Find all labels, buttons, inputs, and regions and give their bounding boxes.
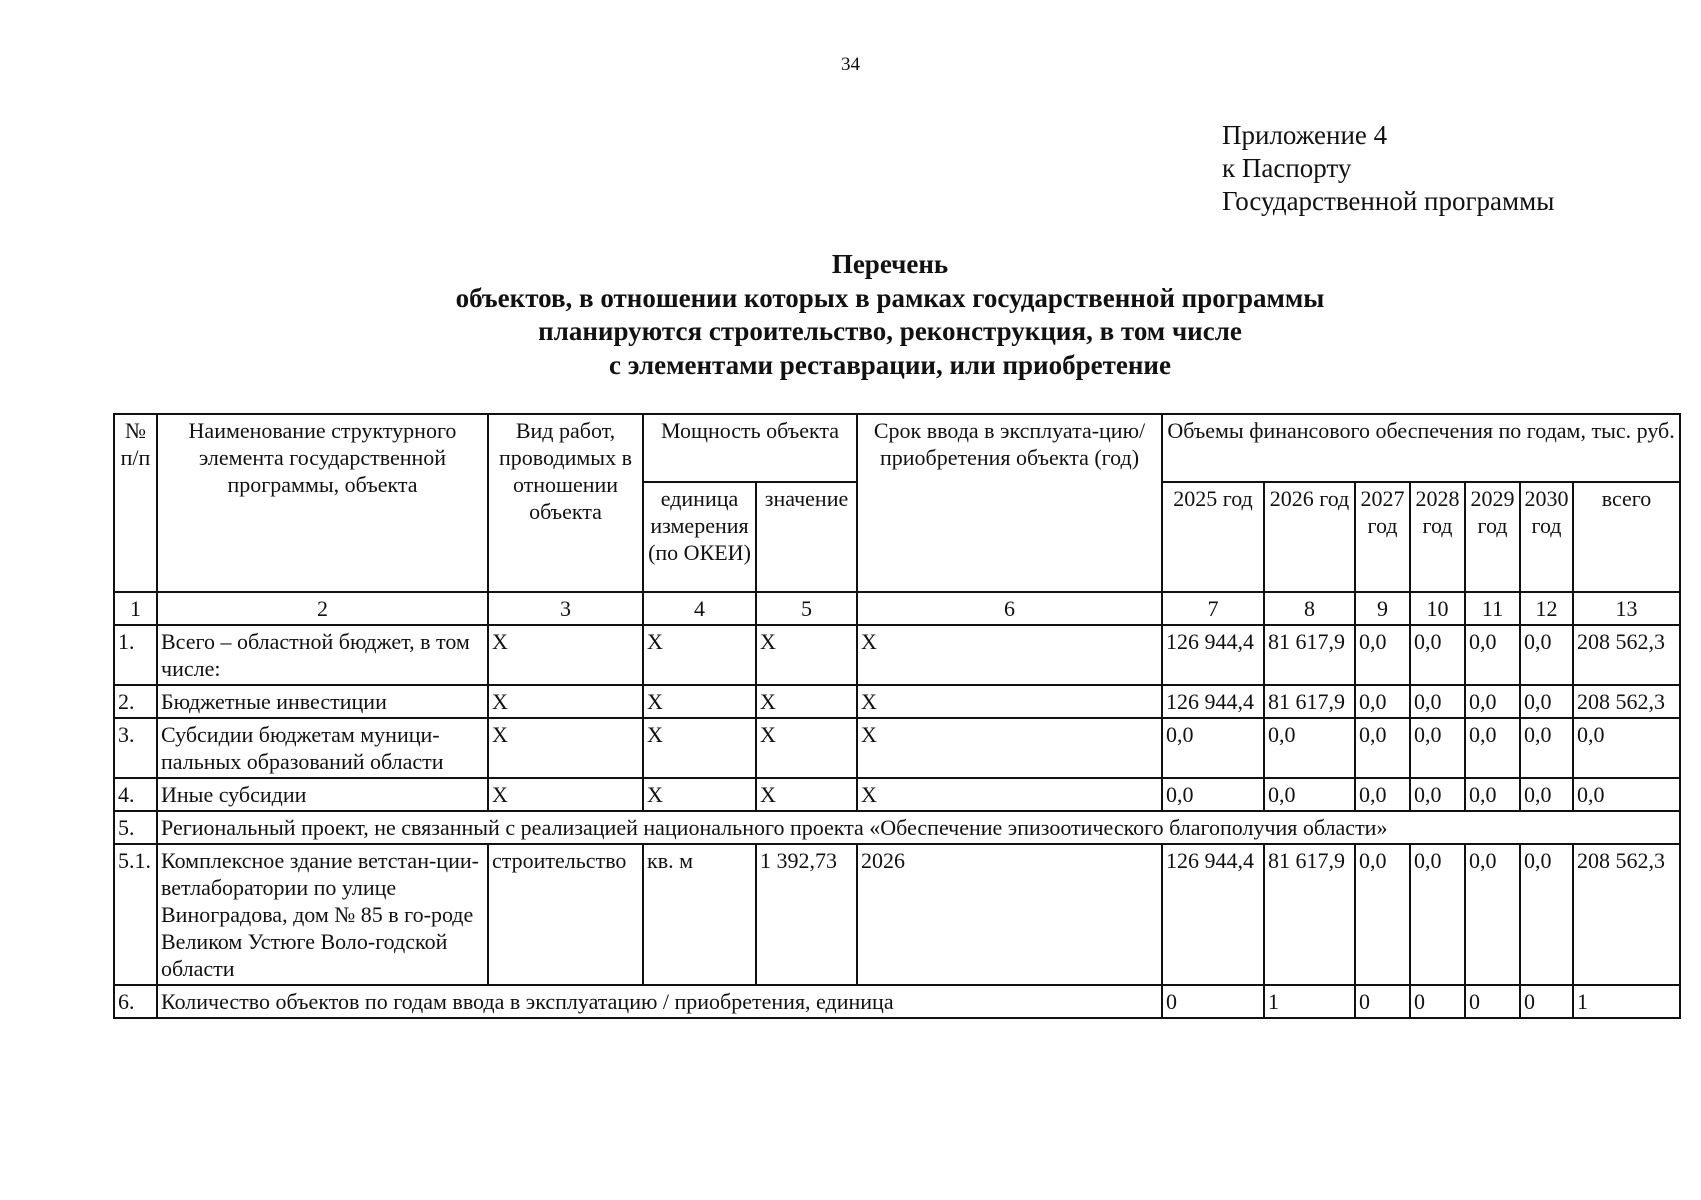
column-number: 4	[643, 592, 756, 625]
row-value: X	[756, 625, 857, 685]
header-finance: Объемы финансового обеспечения по годам, тыс. руб.	[1162, 414, 1680, 482]
column-number: 7	[1162, 592, 1264, 625]
row-work-type: X	[488, 718, 643, 778]
row-2030: 0	[1520, 985, 1573, 1018]
row-2029: 0,0	[1465, 778, 1520, 811]
row-term: 2026	[857, 844, 1162, 985]
row-2028: 0	[1410, 985, 1465, 1018]
header-2029: 2029 год	[1465, 482, 1520, 592]
table-row	[114, 685, 1680, 718]
row-total: 1	[1573, 985, 1680, 1018]
row-num: 3.	[114, 718, 157, 778]
row-2027: 0,0	[1355, 718, 1410, 778]
column-number: 12	[1520, 592, 1573, 625]
row-2028: 0,0	[1410, 685, 1465, 718]
row-num: 1.	[114, 625, 157, 685]
column-number-row	[114, 592, 1680, 625]
row-total: 208 562,3	[1573, 625, 1680, 685]
row-2029: 0,0	[1465, 685, 1520, 718]
row-value: X	[756, 685, 857, 718]
row-2027: 0,0	[1355, 778, 1410, 811]
table-row	[114, 778, 1680, 811]
header-total: всего	[1573, 482, 1680, 592]
row-unit: X	[643, 718, 756, 778]
header-2026: 2026 год	[1264, 482, 1355, 592]
appendix-line-1: Приложение 4	[1222, 120, 1388, 150]
row-2026: 1	[1264, 985, 1355, 1018]
row-2026: 81 617,9	[1264, 685, 1355, 718]
object-name: Комплексное здание ветстан-ции-ветлаборатории по улице Виноградова, дом № 85 в го-роде Великом Устюге Воло-годской области	[157, 844, 488, 985]
title-line-4: с элементами реставрации, или приобретение	[609, 349, 1171, 380]
column-number: 13	[1573, 592, 1680, 625]
row-2025: 126 944,4	[1162, 685, 1264, 718]
row-total: 0,0	[1573, 778, 1680, 811]
row-2027: 0	[1355, 985, 1410, 1018]
row-2028: 0,0	[1410, 625, 1465, 685]
row-2030: 0,0	[1520, 844, 1573, 985]
header-capacity: Мощность объекта	[643, 414, 857, 482]
row-2030: 0,0	[1520, 718, 1573, 778]
row-2025: 126 944,4	[1162, 844, 1264, 985]
project-name: Региональный проект, не связанный с реализацией национального проекта «Обеспечение эпизоотического благополучия области»	[157, 811, 1680, 844]
row-2026: 0,0	[1264, 718, 1355, 778]
appendix-note	[1222, 119, 1554, 218]
row-total: 208 562,3	[1573, 844, 1680, 985]
row-2028: 0,0	[1410, 844, 1465, 985]
column-number: 6	[857, 592, 1162, 625]
header-term: Срок ввода в эксплуата-цию/приобретения объекта (год)	[857, 414, 1162, 592]
row-num: 2.	[114, 685, 157, 718]
table-row	[114, 718, 1680, 778]
row-num: 5.	[114, 811, 157, 844]
row-2028: 0,0	[1410, 778, 1465, 811]
row-2030: 0,0	[1520, 685, 1573, 718]
row-2025: 0,0	[1162, 718, 1264, 778]
column-number: 11	[1465, 592, 1520, 625]
row-2025: 126 944,4	[1162, 625, 1264, 685]
document-title	[0, 248, 1701, 382]
column-number: 2	[157, 592, 488, 625]
objects-table	[113, 413, 1681, 1019]
header-2027: 2027 год	[1355, 482, 1410, 592]
row-2029: 0,0	[1465, 718, 1520, 778]
row-2029: 0,0	[1465, 844, 1520, 985]
row-name: Всего – областной бюджет, в том числе:	[157, 625, 488, 685]
header-2025: 2025 год	[1162, 482, 1264, 592]
row-total: 0,0	[1573, 718, 1680, 778]
row-value: X	[756, 778, 857, 811]
count-row	[114, 985, 1680, 1018]
count-label: Количество объектов по годам ввода в эксплуатацию / приобретения, единица	[157, 985, 1162, 1018]
row-unit: X	[643, 685, 756, 718]
row-work-type: X	[488, 778, 643, 811]
header-name: Наименование структурного элемента государственной программы, объекта	[157, 414, 488, 592]
row-num: 6.	[114, 985, 157, 1018]
row-2026: 0,0	[1264, 778, 1355, 811]
row-term: X	[857, 718, 1162, 778]
row-total: 208 562,3	[1573, 685, 1680, 718]
row-2027: 0,0	[1355, 844, 1410, 985]
page-number: 34	[841, 54, 860, 75]
header-value: значение	[756, 482, 857, 592]
row-value: X	[756, 718, 857, 778]
row-unit: X	[643, 625, 756, 685]
row-term: X	[857, 685, 1162, 718]
row-term: X	[857, 778, 1162, 811]
appendix-line-3: Государственной программы	[1222, 186, 1555, 216]
column-number: 5	[756, 592, 857, 625]
row-name: Иные субсидии	[157, 778, 488, 811]
appendix-line-2: к Паспорту	[1222, 153, 1352, 183]
header-2028: 2028 год	[1410, 482, 1465, 592]
project-row	[114, 811, 1680, 844]
row-name: Бюджетные инвестиции	[157, 685, 488, 718]
header-num: № п/п	[114, 414, 157, 592]
row-2027: 0,0	[1355, 625, 1410, 685]
column-number: 8	[1264, 592, 1355, 625]
table-row	[114, 625, 1680, 685]
row-work-type: X	[488, 625, 643, 685]
row-2030: 0,0	[1520, 778, 1573, 811]
row-name: Субсидии бюджетам муници-пальных образований области	[157, 718, 488, 778]
row-num: 5.1.	[114, 844, 157, 985]
column-number: 1	[114, 592, 157, 625]
row-work-type: X	[488, 685, 643, 718]
row-2025: 0,0	[1162, 778, 1264, 811]
header-unit: единица измерения (по ОКЕИ)	[643, 482, 756, 592]
row-unit: X	[643, 778, 756, 811]
row-work-type: строительство	[488, 844, 643, 985]
column-number: 10	[1410, 592, 1465, 625]
object-row	[114, 844, 1680, 985]
row-2029: 0	[1465, 985, 1520, 1018]
header-2030: 2030 год	[1520, 482, 1573, 592]
row-unit: кв. м	[643, 844, 756, 985]
row-term: X	[857, 625, 1162, 685]
row-2029: 0,0	[1465, 625, 1520, 685]
row-num: 4.	[114, 778, 157, 811]
row-value: 1 392,73	[756, 844, 857, 985]
row-2028: 0,0	[1410, 718, 1465, 778]
row-2026: 81 617,9	[1264, 844, 1355, 985]
header-work-type: Вид работ, проводимых в отношении объекта	[488, 414, 643, 592]
row-2030: 0,0	[1520, 625, 1573, 685]
header-row	[114, 414, 1680, 482]
title-line-2: объектов, в отношении которых в рамках государственной программы	[455, 282, 1325, 313]
row-2026: 81 617,9	[1264, 625, 1355, 685]
column-number: 9	[1355, 592, 1410, 625]
title-line-1: Перечень	[831, 249, 949, 279]
title-line-3: планируются строительство, реконструкция, в том числе	[538, 316, 1242, 346]
column-number: 3	[488, 592, 643, 625]
row-2027: 0,0	[1355, 685, 1410, 718]
row-2025: 0	[1162, 985, 1264, 1018]
